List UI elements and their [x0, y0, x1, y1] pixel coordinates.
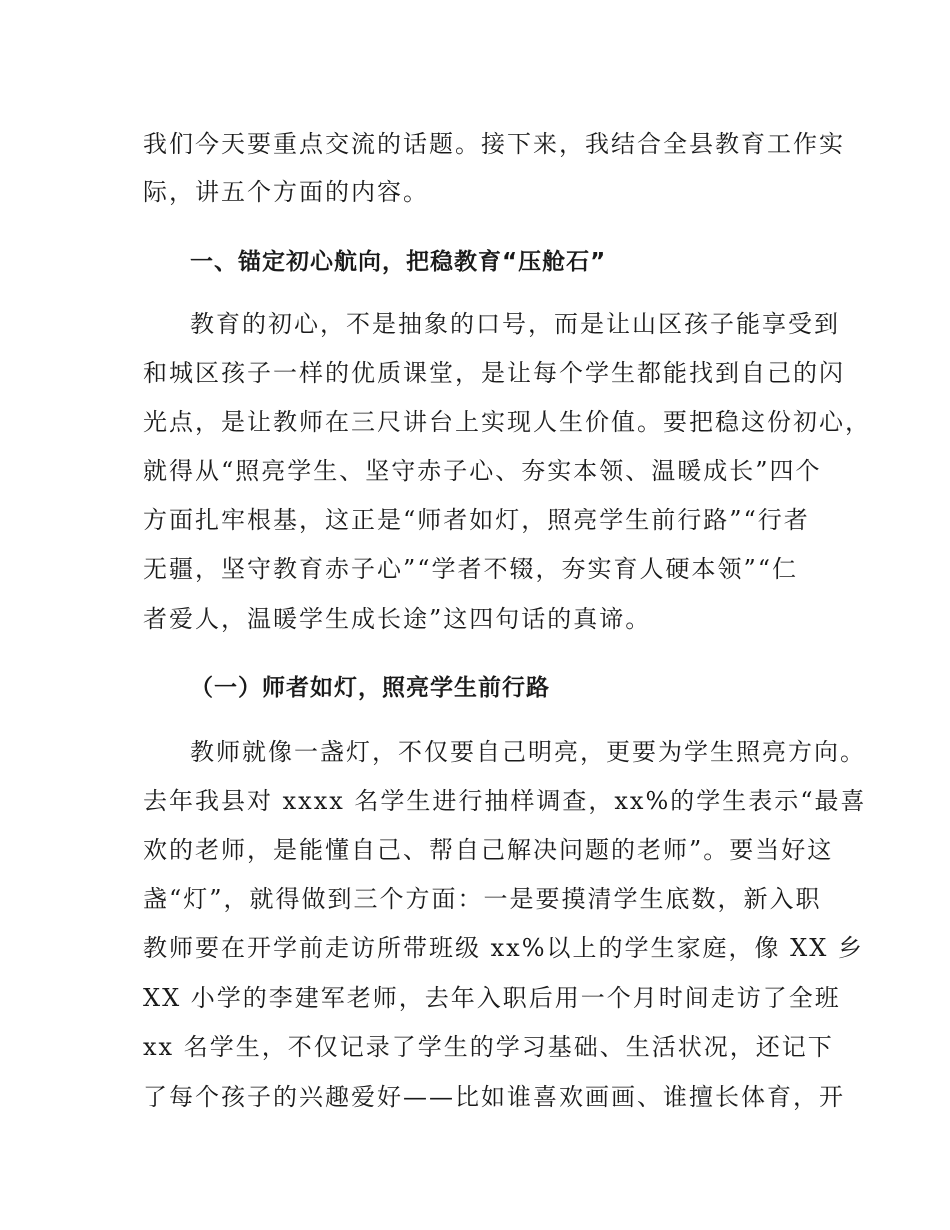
paragraph-intro-line-1: 我们今天要重点交流的话题。接下来，我结合全县教育工作实 [143, 130, 845, 158]
paragraph-1-line-3: 光点，是让教师在三尺讲台上实现人生价值。要把稳这份初心， [143, 408, 871, 436]
paragraph-1-line-6: 无疆，坚守教育赤子心”“学者不辍，夯实育人硬本领”“仁 [143, 555, 799, 583]
paragraph-2-line-3: 欢的老师，是能懂自己、帮自己解决问题的老师”。要当好这 [143, 836, 834, 864]
paragraph-2-line-4: 盏“灯”，就得做到三个方面：一是要摸清学生底数，新入职 [143, 885, 822, 913]
section-heading-1: 一、锚定初心航向，把稳教育“压舱石” [190, 249, 607, 275]
paragraph-1-line-7: 者爱人，温暖学生成长途”这四句话的真谛。 [143, 605, 652, 633]
paragraph-1-line-4: 就得从“照亮学生、坚守赤子心、夯实本领、温暖成长”四个 [143, 457, 822, 485]
paragraph-2-line-1: 教师就像一盏灯，不仅要自己明亮，更要为学生照亮方向。 [190, 738, 866, 766]
paragraph-1-line-1: 教育的初心，不是抽象的口号，而是让山区孩子能享受到 [190, 310, 840, 338]
paragraph-2-line-2: 去年我县对 xxxx 名学生进行抽样调查，xx%的学生表示“最喜 [143, 787, 867, 815]
subsection-heading-1: （一）师者如灯，照亮学生前行路 [190, 675, 550, 701]
paragraph-1-line-2: 和城区孩子一样的优质课堂，是让每个学生都能找到自己的闪 [143, 359, 845, 387]
paragraph-intro-line-2: 际，讲五个方面的内容。 [143, 178, 429, 206]
paragraph-2-line-7: xx 名学生，不仅记录了学生的学习基础、生活状况，还记下 [143, 1033, 834, 1061]
paragraph-2-line-5: 教师要在开学前走访所带班级 xx%以上的学生家庭，像 XX 乡 [143, 934, 864, 962]
paragraph-1-line-5: 方面扎牢根基，这正是“师者如灯，照亮学生前行路”“行者 [143, 506, 810, 534]
paragraph-2-line-8: 了每个孩子的兴趣爱好——比如谁喜欢画画、谁擅长体育，开 [143, 1083, 845, 1111]
paragraph-2-line-6: XX 小学的李建军老师，去年入职后用一个月时间走访了全班 [143, 984, 841, 1012]
